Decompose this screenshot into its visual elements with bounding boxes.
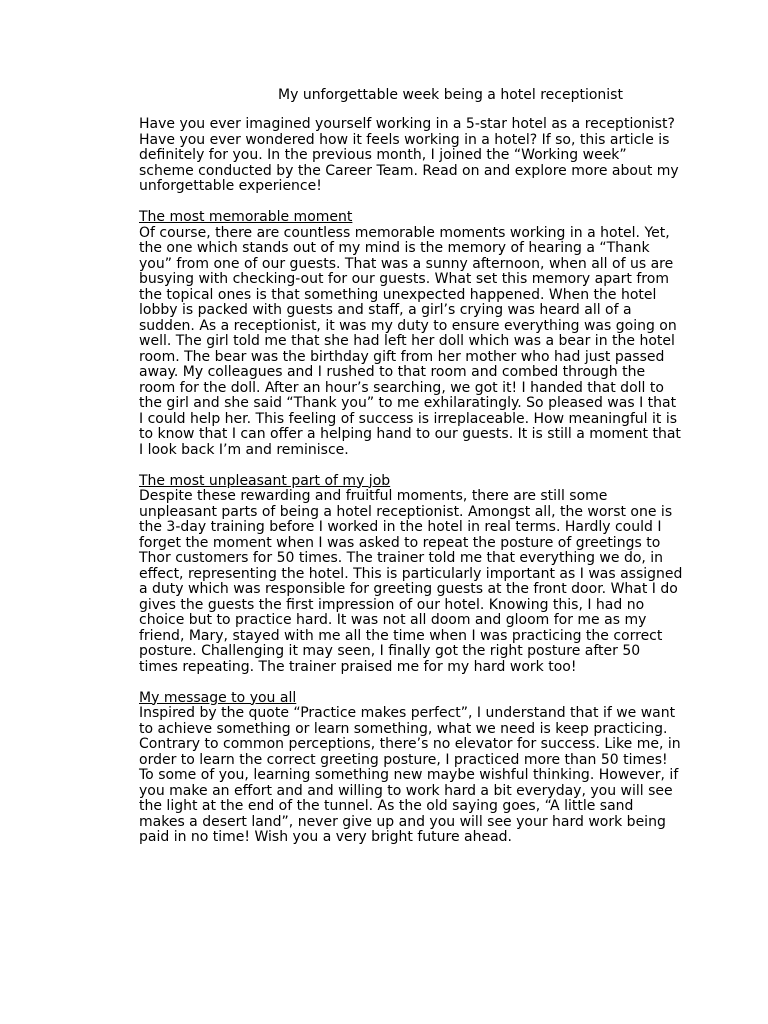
section-unpleasant-part (139, 474, 683, 676)
document-title: My unforgettable week being a hotel receptionist (278, 87, 623, 103)
intro-paragraph: Have you ever imagined yourself working in a 5-star hotel as a receptionist? Have you ever wondered how it feels working in a hotel? If so, this article is definitely for you. In the previous month, I joined the “Working week” scheme conducted by the Career Team. Read on and explore more about my unforgettable experience! (139, 116, 679, 194)
section-paragraph: Inspired by the quote “Practice makes perfect”, I understand that if we want to achieve something or learn something, what we need is keep practicing. Contrary to common perceptions, there’s no elevator for success. Like me, in order to learn the correct greeting posture, I practiced more than 50 times! To some of you, learning something new maybe wishful thinking. However, if you make an effort and and willing to work hard a bit everyday, you will see the light at the end of the tunnel. As the old saying goes, “A little sand makes a desert land”, never give up and you will see your hard work being paid in no time! Wish you a very bright future ahead. (139, 705, 681, 845)
section-message (139, 691, 683, 846)
section-heading: The most unpleasant part of my job (139, 472, 391, 489)
section-memorable-moment (139, 210, 683, 458)
section-paragraph: Of course, there are countless memorable moments working in a hotel. Yet, the one which stands out of my mind is the memory of hearing a “Thank you” from one of our guests. That was a sunny afternoon, when all of us are busying with checking-out for our guests. What set this memory apart from the topical ones is that something unexpected happened. When the hotel lobby is packed with guests and staff, a girl’s crying was heard all of a sudden. As a receptionist, it was my duty to ensure everything was going on well. The girl told me that she had left her doll which was a bear in the hotel room. The bear was the birthday gift from her mother who had just passed away. My colleagues and I rushed to that room and combed through the room for the doll. After an hour’s searching, we got it! I handed that doll to the girl and she said “Thank you” to me exhilaratingly. So pleased was I that I could help her. This feeling of success is irreplaceable. How meaningful it is to know that I can offer a helping hand to our guests. It is still a moment that I look back I’m and reminisce. (139, 224, 681, 458)
document-body (139, 117, 683, 861)
section-paragraph: Despite these rewarding and fruitful moments, there are still some unpleasant parts of being a hotel receptionist. Amongst all, the worst one is the 3-day training before I worked in the hotel in real terms. Hardly could I forget the moment when I was asked to repeat the posture of greetings to Thor customers for 50 times. The trainer told me that everything we do, in effect, representing the hotel. This is particularly important as I was assigned a duty which was responsible for greeting guests at the front door. What I do gives the guests the first impression of our hotel. Knowing this, I had no choice but to practice hard. It was not all doom and gloom for me as my friend, Mary, stayed with me all the time when I was practicing the correct posture. Challenging it may seen, I finally got the right posture after 50 times repeating. The trainer praised me for my hard work too! (139, 488, 683, 675)
section-heading: My message to you all (139, 689, 297, 706)
section-heading: The most memorable moment (139, 209, 353, 225)
